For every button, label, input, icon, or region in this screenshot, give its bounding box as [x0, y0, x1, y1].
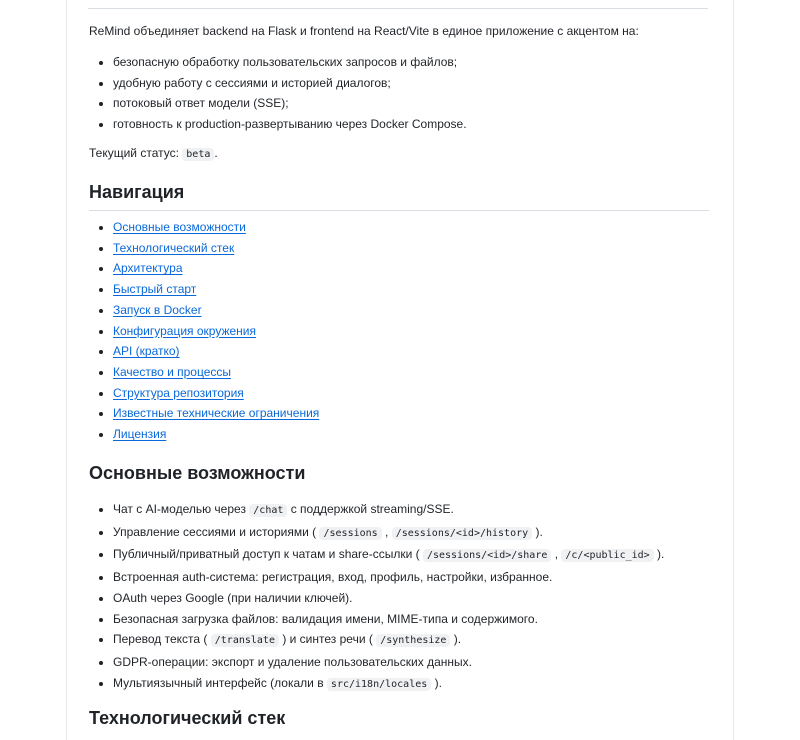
inline-code: /synthesize [376, 634, 450, 647]
feature-text: ). [431, 675, 442, 690]
intro-section [89, 22, 709, 135]
feature-text: Перевод текста ( [113, 632, 211, 647]
features-list [89, 499, 709, 695]
navigation-link[interactable]: Архитектура [113, 261, 183, 276]
navigation-list-item [113, 300, 709, 321]
feature-text: с поддержкой streaming/SSE. [287, 502, 454, 516]
tech-stack-heading: Технологический стек [89, 708, 286, 728]
navigation-list-item [113, 341, 709, 362]
navigation-list-item [113, 217, 709, 238]
status-line: Текущий статус: beta . [89, 146, 218, 160]
inline-code: /sessions/<id>/history [392, 527, 532, 540]
feature-list-item [113, 544, 709, 567]
features-heading: Основные возможности [89, 463, 306, 483]
feature-text: Мультиязычный интерфейс (локали в [113, 675, 327, 690]
feature-text: Чат с AI-моделью через [113, 502, 250, 516]
navigation-link[interactable]: Быстрый старт [113, 282, 197, 297]
feature-text: , [381, 524, 392, 539]
inline-code: src/i18n/locales [327, 678, 431, 691]
inline-code: /chat [249, 504, 287, 517]
feature-text: GDPR-операции: экспорт и удаление пользовательских данных. [113, 654, 472, 669]
feature-text: Публичный/приватный доступ к чатам и share-ссылки ( [113, 547, 423, 562]
intro-list [89, 52, 709, 135]
intro-list-item: • готовность к production-развертыванию через Docker Compose. [113, 114, 709, 135]
feature-text: Встроенная auth-система: регистрация, вход, профиль, настройки, избранное. [113, 570, 553, 585]
navigation-link[interactable]: Структура репозитория [113, 385, 244, 400]
feature-text: OAuth через Google (при наличии ключей). [113, 590, 353, 605]
navigation-list [89, 217, 709, 445]
feature-list-item [113, 652, 709, 673]
status-badge: beta [182, 148, 214, 161]
navigation-list-item [113, 424, 709, 445]
feature-text: ). [532, 524, 543, 539]
navigation-link[interactable]: Основные возможности [113, 220, 246, 234]
navigation-list-item [113, 383, 709, 404]
intro-list-item: • удобную работу с сессиями и историей диалогов; [113, 73, 709, 94]
feature-text: ) и синтез речи ( [278, 632, 377, 647]
feature-list-item [113, 499, 709, 522]
navigation-list-item [113, 321, 709, 342]
feature-list-item [113, 609, 709, 630]
feature-list-item [113, 673, 709, 696]
feature-text: , [551, 547, 562, 562]
navigation-list-item [113, 362, 709, 383]
navigation-link[interactable]: Лицензия [113, 427, 167, 442]
feature-list-item [113, 629, 709, 652]
feature-text: Безопасная загрузка файлов: валидация имени, MIME-типа и содержимого. [113, 611, 538, 626]
intro-lead: ReMind объединяет backend на Flask и frontend на React/Vite в единое приложение с акцентом на: [89, 24, 639, 38]
navigation-link[interactable]: Запуск в Docker [113, 302, 202, 317]
navigation-list-wrap [89, 217, 709, 445]
feature-list-item [113, 567, 709, 588]
navigation-list-item [113, 279, 709, 300]
navigation-section [89, 180, 709, 211]
intro-list-item: • потоковый ответ модели (SSE); [113, 93, 709, 114]
intro-list-item: • безопасную обработку пользовательских запросов и файлов; [113, 52, 709, 73]
navigation-link[interactable]: Качество и процессы [113, 364, 231, 379]
navigation-list-item [113, 238, 709, 259]
navigation-link[interactable]: Технологический стек [113, 240, 235, 255]
inline-code: /sessions [319, 527, 381, 540]
feature-text: ). [653, 547, 665, 562]
features-list-wrap [89, 499, 709, 695]
feature-list-item [113, 522, 709, 545]
tech-stack-section [89, 706, 709, 736]
features-section [89, 461, 709, 491]
navigation-list-item [113, 258, 709, 279]
navigation-link[interactable]: Конфигурация окружения [113, 323, 256, 338]
inline-code: /translate [211, 634, 279, 647]
navigation-link[interactable]: Известные технические ограничения [113, 406, 320, 421]
feature-list-item [113, 588, 709, 609]
feature-text: Управление сессиями и историями ( [113, 524, 320, 539]
navigation-link[interactable]: API (кратко) [113, 344, 180, 359]
inline-code: /sessions/<id>/share [423, 549, 551, 562]
navigation-list-item [113, 403, 709, 424]
feature-text: ). [450, 632, 462, 647]
inline-code: /c/<public_id> [561, 549, 653, 562]
section-divider [88, 8, 708, 9]
navigation-heading: Навигация [89, 180, 709, 211]
